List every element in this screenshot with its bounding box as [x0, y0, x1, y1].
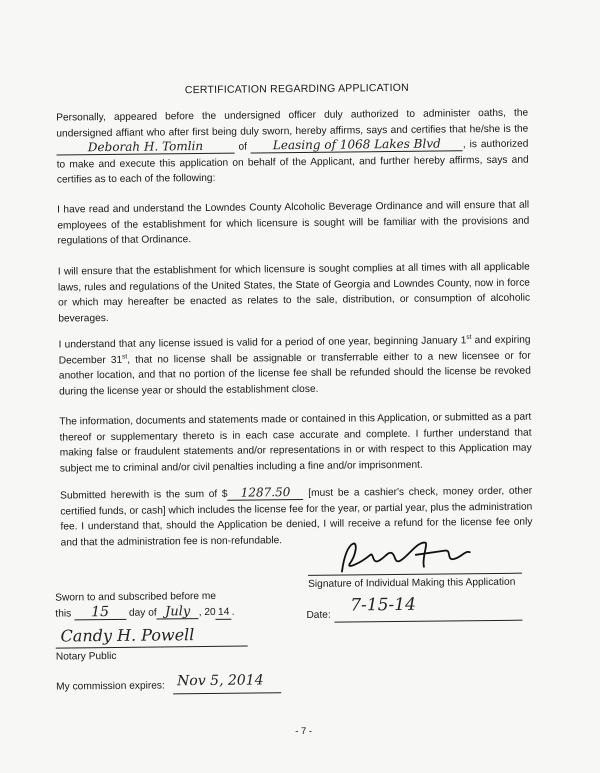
period-text: . — [231, 606, 235, 618]
intro-of: of — [238, 141, 247, 153]
year-prefix: , 20 — [198, 606, 216, 619]
day-field[interactable]: 15 — [74, 606, 126, 621]
license-sup-1: st — [466, 333, 472, 341]
year-field[interactable]: 14 — [216, 606, 232, 620]
license-text-c: , that no license shall be assignable or transferrable either to a new licensee or for another location, and that no portion of the license fee shall be refunded should the license be revoked during the license year or should the establishment close. — [58, 350, 531, 398]
sworn-date-row — [55, 605, 234, 622]
page-title: CERTIFICATION REGARDING APPLICATION — [184, 81, 409, 97]
license-text-a: I understand that any license issued is valid for a period of one year, beginning January 1 — [58, 335, 467, 351]
notary-signature: Candy H. Powell — [60, 625, 195, 646]
date-label: Date: — [306, 609, 331, 621]
day-of-text: day of — [128, 607, 157, 619]
intro-the: the — [514, 123, 529, 135]
date-line — [334, 620, 522, 623]
fee-amount-field[interactable]: 1287.50 — [227, 486, 303, 501]
license-text-b: and expiring December 31 — [58, 334, 531, 367]
license-paragraph — [58, 333, 531, 400]
affiant-name-field[interactable]: Deborah H. Tomlin — [56, 140, 234, 156]
page-number: - 7 - — [295, 725, 313, 738]
license-sup-2: st — [122, 352, 128, 360]
commission-value[interactable]: Nov 5, 2014 — [177, 672, 264, 690]
intro-paragraph — [56, 106, 529, 188]
applicant-signature — [334, 536, 474, 575]
notary-line — [56, 646, 248, 649]
month-field[interactable]: July — [157, 605, 199, 619]
compliance-paragraph: I will ensure that the establishment for which licensure is sought complies at all times with all applicable laws, rules and regulations of the United States, the State of Georgia and Lowndes County, now in force or which may hereafter be enacted as relates to the sale, distribution, or consumption of alcoholic beverages. — [57, 261, 531, 325]
date-value[interactable]: 7-15-14 — [350, 594, 416, 616]
intro-line-1: Personally, appeared before the undersigned officer duly authorized to administer oaths, the undersigned affiant who after first being duly sworn, hereby affirms, says and certifies that he/she is — [56, 107, 529, 140]
fee-text-b: [must be a cashier's check, money order, other certified funds, or cash] which includes the license fee for the year, or partial year, plus the administration fee. I understand that, should the Application be denied, I will receive a refund for the license fee only and that the administration fee is non-refundable. — [60, 485, 533, 549]
intro-is: , is — [462, 139, 478, 151]
intro-line-3: authorized to make and execute this application on behalf of the Applicant, and further hereby affirms, says and certifies as to each of the following: — [56, 138, 529, 186]
fee-text-a: Submitted herewith is the sum of $ — [60, 488, 228, 502]
business-name-field[interactable]: Leasing of 1068 Lakes Blvd — [251, 137, 463, 153]
information-paragraph: The information, documents and statements made or contained in this Application, or submitted as a part thereof or supplementary thereto is in each case accurate and complete. I further understand that making false or fraudulent statements and/or representations in or with respect to this Application may subject me to criminal and/or civil penalties including a fine and/or imprisonment. — [59, 411, 532, 475]
signature-label: Signature of Individual Making this Application — [308, 576, 516, 590]
notary-label: Notary Public — [55, 650, 117, 663]
commission-line — [173, 692, 281, 694]
this-text: this — [55, 608, 72, 620]
ordinance-paragraph: I have read and understand the Lowndes County Alcoholic Beverage Ordinance and will ensure that all employees of the establishment for which licensure is sought will be familiar with the provisions and regulations of that Ordinance. — [57, 199, 530, 247]
commission-label: My commission expires: — [56, 680, 165, 693]
sworn-text: Sworn to and subscribed before me — [55, 590, 217, 604]
